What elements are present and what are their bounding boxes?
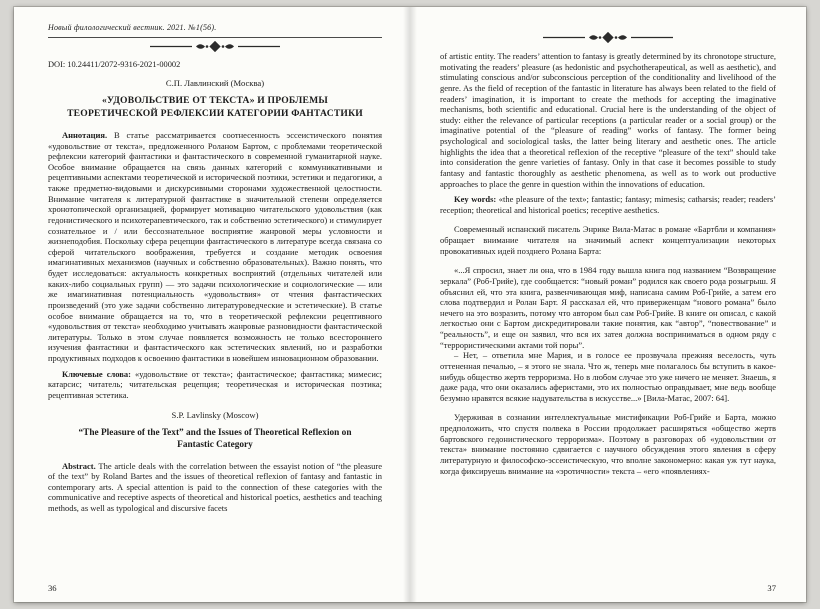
abstract-en-label: Abstract. xyxy=(62,460,96,471)
abstract-ru-text: В статье рассматривается соотнесенность эссеистического понятия «удовольствие от текста», предложенного Роланом Бартом, с проблемами теоретической рефлексии категорий фантастики и фантастического в современной гуманитарной науке. Особое внимание обращается на связь данных категорий с коммуникативными и рецептивными аспектами теоретической и исторической поэтики, эстетики и педагогики, а также предметно-видовыми и дискурсивными сторонами художественной целостности. Внимание читателя к литературной фантастике в значительной степени определяется хронотопической организацией, формирует мотивацию читательского удовольствия (как гедонистического и психотерапевтического, так и собственно эстетического) и стимулирует сознательное и / или бессознательное восприятие жанровой меры условности и жизнеподобия. Поскольку сфера рецепции фантастического в литературе всегда связана со сферой читательского воображения, требуется и создание методик освоения имагинативных механизмов (научных и собственно образовательных). Важно понять, что будет исследоваться: актуальность конкретных восприятий (отдельных читателей или каких-либо социальных групп) — это задачи психологические и социологические — или же имагинативная потенциальность «удовольствия» от чтения фантастических произведений (это уже задачи собственно литературоведческие и эстетические). В статье особое внимание обращается на то, что в теоретической рефлексии рецептивного «удовольствия от текста» необходимо учитывать жанровые разновидности фантастической литературы. Только в этом случае появляется возможность не только всестороннего изучения фантастики и фантастического как эстетических явлений, но и разработки продуктивных подходов к освоению фантастики в новейшем инновационном образовании. xyxy=(48,129,382,363)
abstract-en xyxy=(48,461,382,514)
journal-spread xyxy=(14,7,806,602)
quote-paragraph: – Нет, – ответила мне Мария, и в голосе ее прозвучала прежняя веселость, чуть оттененная печалью, – я этого не знала. Что ж, теперь мне полагалось бы вступить в какое-нибудь общество жертв терроризма. Но в любом случае это уже ничего не меняет. Знаешь, я даже рада, что они оказались аферистами, это их полностью оправдывает, мне ведь вообще безумно нравятся всякие надувательства в искусстве...» [Вила-Матас, 2007: 64]. xyxy=(440,350,776,403)
article-title-ru: «УДОВОЛЬСТВИЕ ОТ ТЕКСТА» И ПРОБЛЕМЫ ТЕОРЕТИЧЕСКОЙ РЕФЛЕКСИИ КАТЕГОРИИ ФАНТАСТИКИ xyxy=(67,95,363,119)
keywords-ru-text: «удовольствие от текста»; фантастическое; фантастика; мимесис; катарсис; читатель; читательская рецепция; теоретическая и историческая поэтика; рецептивная эстетика. xyxy=(48,368,383,400)
running-head xyxy=(48,17,382,38)
abstract-ru-label: Аннотация. xyxy=(62,129,108,140)
ornament-icon xyxy=(48,41,382,52)
author-en: S.P. Lavlinsky (Moscow) xyxy=(171,409,259,420)
page-number-left: 36 xyxy=(48,583,57,593)
page-right xyxy=(410,7,806,602)
body-paragraph: Удерживая в сознании интеллектуальные мистификации Роб-Грийе и Барта, можно предположить, что спустя полвека в России продолжает расширяться «общество жертв бартовского гедонистического терроризма». Поэтому в разговорах об «удовольствии от текста» внимание постоянно сдвигается с научного обсуждения этого явления в сферу литературную и философско-эссеистическую, что вполне закономерно: какая уж тут наука, когда фиксируешь внимание на «эротичности» текста – «его «появлениях- xyxy=(440,412,776,476)
page-left xyxy=(14,7,410,602)
page-number-right: 37 xyxy=(767,583,776,593)
ornament-icon xyxy=(440,32,776,43)
running-head-text: Новый филологический вестник. 2021. №1(56). xyxy=(48,23,217,32)
keywords-en-text: «the pleasure of the text»; fantastic; fantasy; mimesis; catharsis; reader; readers’ reception; theoretical and historical poetics; receptive aesthetics. xyxy=(440,194,776,215)
abstract-ru xyxy=(48,130,382,364)
abstract-en-text: The article deals with the correlation between the essayist notion of “the pleasure of the text” by Roland Bartes and the issues of theoretical reflexion of fantasy and fantastic in contemporary arts. A special attention is paid to the connection of these categories with the communicative and receptive aspects of theoretical and historical poetics, aesthetics and teaching methods, as well as typological and discursive facets xyxy=(48,460,382,514)
keywords-ru xyxy=(48,369,382,401)
doi: DOI: 10.24411/2072-9316-2021-00002 xyxy=(48,60,181,69)
abstract-en-continuation: of artistic entity. The readers’ attention to fantasy is greatly determined by its chronotope structure, motivating the readers’ pleasure (as hedonistic and psychotherapeutical, as well as aesthetic), and stimulating conscious and/or subconscious perception of the conditionality and livelihood of the genre. As the field of reception of the fantastic in literature has always been related to the field of readers’ imagination, it is important to create the methods for accepting the imaginative mechanisms, both scientific and educational. Crucial here is the understanding of the object of study: either the relevance of particular receptions (a particular reader or a social group) or the imaginative potential of the “pleasure of reading” works of fantasy. The former being psychological and sociological tasks, the latter being literary and aesthetic ones. The article highlights the idea that a theoretical reflexion of the receptive “pleasure of the text” should take into consideration the genre varieties of fantasy. Only in that case it becomes possible to study fantasy and fantastic thoroughly as aesthetic phenomena, as well as to work out productive approaches to place the genre in question within the innovations of education. xyxy=(440,51,776,189)
quote-paragraph: «...Я спросил, знает ли она, что в 1984 году вышла книга под названием “Возвращение зеркала” (Роб-Грийе), где сообщается: “новый роман” родился как своего рода розыгрыш. Я объяснил ей, что эта книга, развенчивающая миф, написана самим Роб-Грийе, а затем его слова подтвердил и Ролан Барт. Я рассказал ей, что приверженцам “нового романа” было нечего на это возразить, потому что автором был сам Роб-Грийе. В книге он описал, с какой легкостью они с Бартом дискредитировали такие понятия, как “автор”, “повествование” и “реальность”, и еще он заявил, что вся их затея должна восприниматься в одном ряду с “террористическими актами той поры”. xyxy=(440,265,776,350)
keywords-ru-label: Ключевые слова: xyxy=(62,368,131,379)
keywords-en-label: Key words: xyxy=(454,194,497,205)
body-paragraph: Современный испанский писатель Энрике Вила-Матас в романе «Бартбли и компания» обращает внимание читателя на значимый аспект концептуализации некоторых провокативных идей позднего Ролана Барта: xyxy=(440,224,776,256)
keywords-en xyxy=(440,194,776,215)
author-ru: С.П. Лавлинский (Москва) xyxy=(165,78,265,88)
article-title-en: “The Pleasure of the Text” and the Issues of Theoretical Reflexion on Fantastic Category xyxy=(78,427,352,451)
